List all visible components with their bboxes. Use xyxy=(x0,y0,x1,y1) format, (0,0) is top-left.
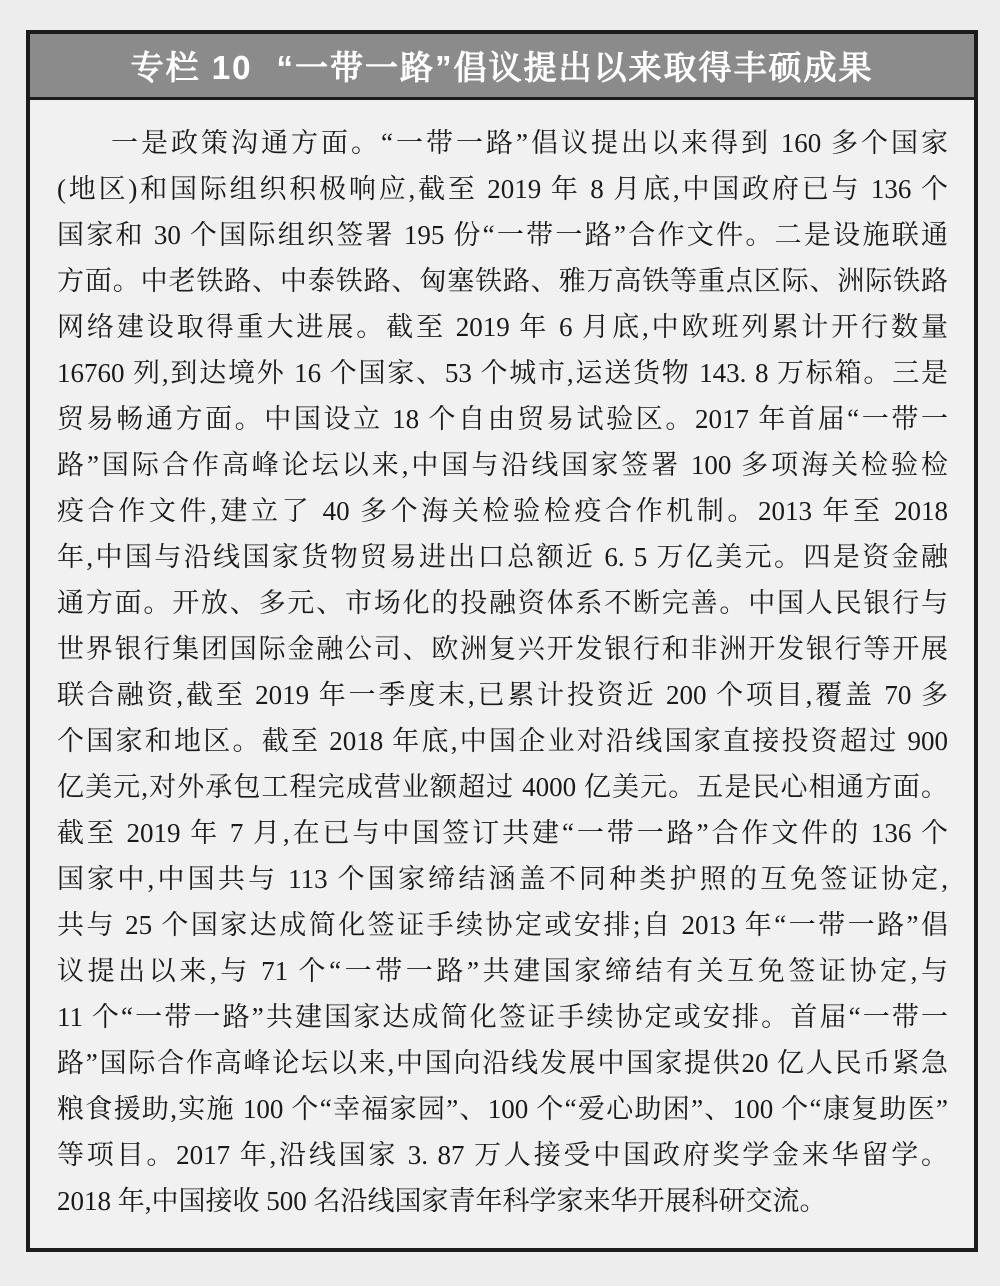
text-line: 国家和 30 个国际组织签署 195 份“一带一路”合作文件。二是设施联通 xyxy=(57,220,948,250)
column-box-body xyxy=(30,100,974,1248)
text-line: 网络建设取得重大进展。截至 2019 年 6 月底,中欧班列累计开行数量 xyxy=(57,312,948,342)
text-line: (地区)和国际组织积极响应,截至 2019 年 8 月底,中国政府已与 136 个 xyxy=(57,174,948,204)
text-line: 联合融资,截至 2019 年一季度末,已累计投资近 200 个项目,覆盖 70 多 xyxy=(57,680,948,710)
text-line: 11 个“一带一路”共建国家达成简化签证手续协定或安排。首届“一带一 xyxy=(57,1002,948,1032)
text-line: 贸易畅通方面。中国设立 18 个自由贸易试验区。2017 年首届“一带一 xyxy=(57,404,948,434)
text-line: 国家中,中国共与 113 个国家缔结涵盖不同种类护照的互免签证协定, xyxy=(57,864,948,894)
text-line: 等项目。2017 年,沿线国家 3. 87 万人接受中国政府奖学金来华留学。 xyxy=(57,1140,948,1170)
text-line: 截至 2019 年 7 月,在已与中国签订共建“一带一路”合作文件的 136 个 xyxy=(57,818,948,848)
text-line: 2018 年,中国接收 500 名沿线国家青年科学家来华开展科研交流。 xyxy=(57,1186,827,1216)
text-line: 亿美元,对外承包工程完成营业额超过 4000 亿美元。五是民心相通方面。 xyxy=(57,772,948,802)
column-box-header xyxy=(30,34,974,100)
text-line: 通方面。开放、多元、市场化的投融资体系不断完善。中国人民银行与 xyxy=(57,588,948,618)
text-line: 路”国际合作高峰论坛以来,中国与沿线国家签署 100 多项海关检验检 xyxy=(57,450,948,480)
text-line: 疫合作文件,建立了 40 多个海关检验检疫合作机制。2013 年至 2018 xyxy=(57,496,948,526)
text-line: 议提出以来,与 71 个“一带一路”共建国家缔结有关互免签证协定,与 xyxy=(57,956,948,986)
text-line: 个国家和地区。截至 2018 年底,中国企业对沿线国家直接投资超过 900 xyxy=(57,726,948,756)
text-line: 共与 25 个国家达成简化签证手续协定或安排;自 2013 年“一带一路”倡 xyxy=(57,910,948,940)
text-line: 粮食援助,实施 100 个“幸福家园”、100 个“爱心助困”、100 个“康复助医” xyxy=(57,1094,948,1124)
column-title: “一带一路”倡议提出以来取得丰硕成果 xyxy=(276,49,874,86)
text-line: 方面。中老铁路、中泰铁路、匈塞铁路、雅万高铁等重点区际、洲际铁路 xyxy=(57,266,948,296)
column-box xyxy=(26,30,978,1252)
text-line: 年,中国与沿线国家货物贸易进出口总额近 6. 5 万亿美元。四是资金融 xyxy=(57,542,948,572)
column-label: 专栏 10 xyxy=(130,49,253,86)
text-line: 世界银行集团国际金融公司、欧洲复兴开发银行和非洲开发银行等开展 xyxy=(57,634,948,664)
text-line: 一是政策沟通方面。“一带一路”倡议提出以来得到 160 多个国家 xyxy=(111,128,948,158)
text-line: 路”国际合作高峰论坛以来,中国向沿线发展中国家提供20 亿人民币紧急 xyxy=(57,1048,948,1078)
text-line: 16760 列,到达境外 16 个国家、53 个城市,运送货物 143. 8 万标箱。三是 xyxy=(57,358,948,388)
